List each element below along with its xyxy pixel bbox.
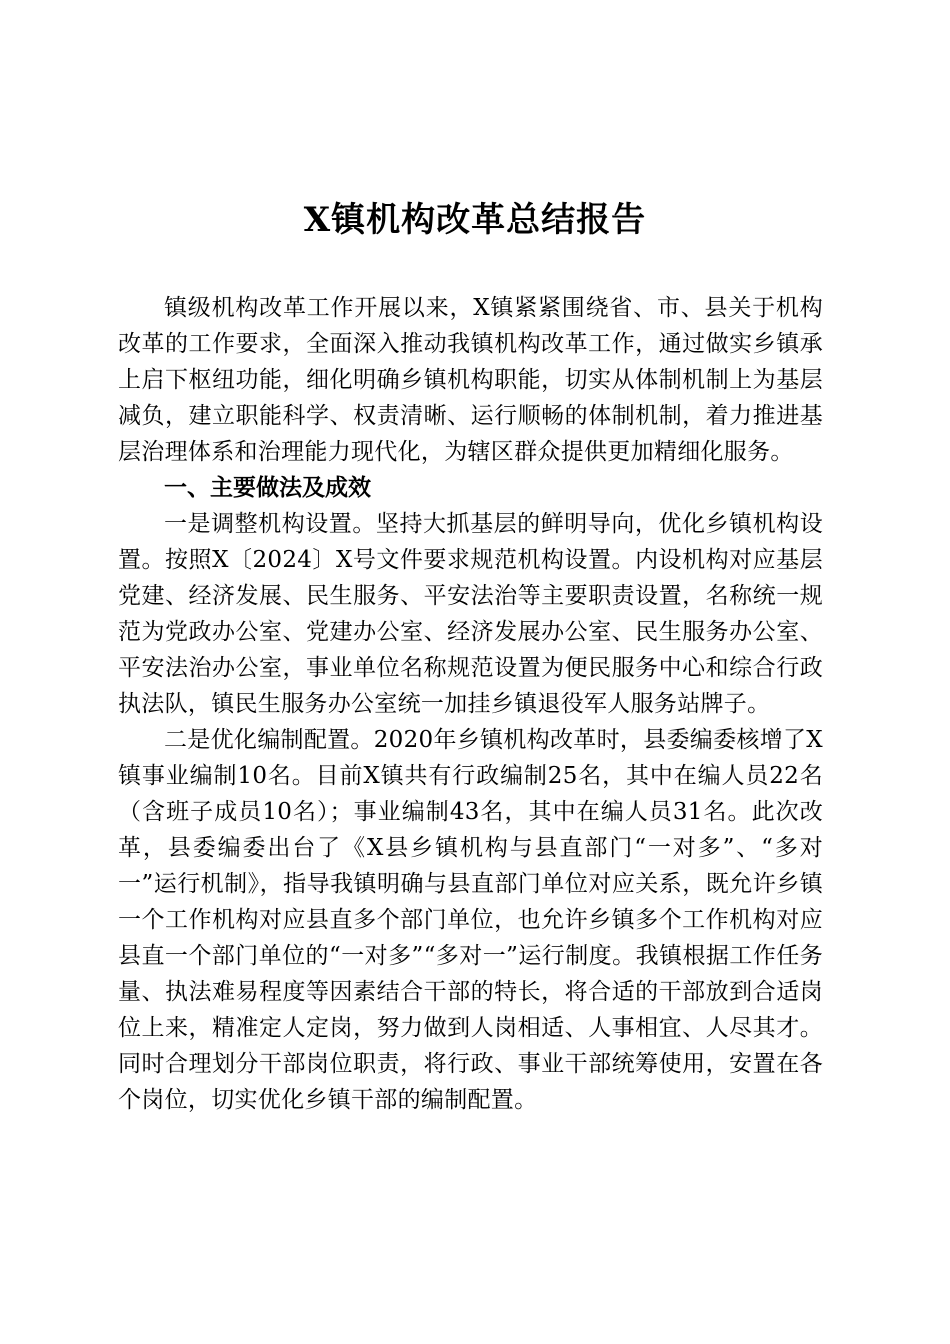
paragraph-adjust-structure: 一是调整机构设置。坚持大抓基层的鲜明导向，优化乡镇机构设置。按照X〔2024〕X号文件要求规范机构设置。内设机构对应基层党建、经济发展、民生服务、平安法治等主要职责设置，名称统一规范为党政办公室、党建办公室、经济发展办公室、民生服务办公室、平安法治办公室，事业单位名称规范设置为便民服务中心和综合行政执法队，镇民生服务办公室统一加挂乡镇退役军人服务站牌子。	[118, 511, 823, 717]
paragraph-optimize-staffing: 二是优化编制配置。2020年乡镇机构改革时，县委编委核增了X镇事业编制10名。目前X镇共有行政编制25名，其中在编人员22名（含班子成员10名）；事业编制43名，其中在编人员31名。此次改革，县委编委出台了《X县乡镇机构与县直部门“一对多”、“多对一”运行机制》，指导我镇明确与县直部门单位对应关系，既允许乡镇一个工作机构对应县直多个部门单位，也允许乡镇多个工作机构对应县直一个部门单位的“一对多”“多对一”运行制度。我镇根据工作任务量、执法难易程度等因素结合干部的特长，将合适的干部放到合适岗位上来，精准定人定岗，努力做到人岗相适、人事相宜、人尽其才。同时合理划分干部岗位职责，将行政、事业干部统筹使用，安置在各个岗位，切实优化乡镇干部的编制配置。	[118, 727, 823, 1113]
document-body	[118, 290, 823, 1118]
section-heading: 一、主要做法及成效	[164, 475, 371, 501]
document-title: X镇机构改革总结报告	[303, 200, 647, 240]
intro-paragraph: 镇级机构改革工作开展以来，X镇紧紧围绕省、市、县关于机构改革的工作要求，全面深入推动我镇机构改革工作，通过做实乡镇承上启下枢纽功能，细化明确乡镇机构职能，切实从体制机制上为基层减负，建立职能科学、权责清晰、运行顺畅的体制机制，着力推进基层治理体系和治理能力现代化，为辖区群众提供更加精细化服务。	[118, 295, 823, 465]
